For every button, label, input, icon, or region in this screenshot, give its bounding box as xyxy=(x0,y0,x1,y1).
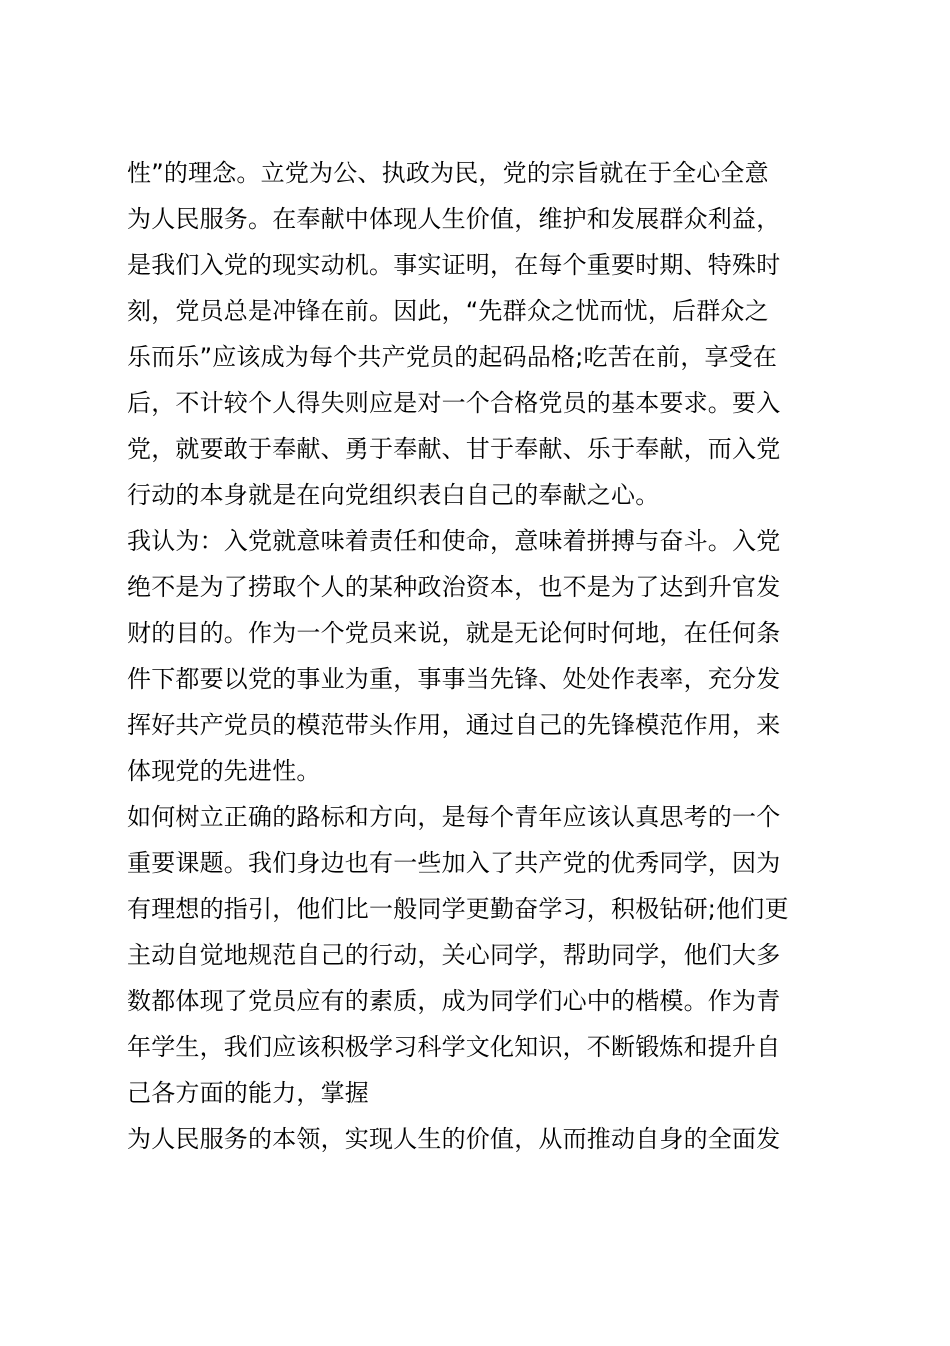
text-line: 财的目的。作为一个党员来说，就是无论何时何地，在任何条 xyxy=(127,619,781,647)
text-line: 挥好共产党员的模范带头作用，通过自己的先锋模范作用，来 xyxy=(127,711,781,739)
text-line: 乐而乐”应该成为每个共产党员的起码品格;吃苦在前，享受在 xyxy=(127,343,778,371)
text-line: 行动的本身就是在向党组织表白自己的奉献之心。 xyxy=(127,481,660,509)
text-line: 刻，党员总是冲锋在前。因此，“先群众之忧而忧，后群众之 xyxy=(127,297,769,325)
text-line: 性”的理念。立党为公、执政为民，党的宗旨就在于全心全意 xyxy=(127,159,769,187)
text-line: 我认为：入党就意味着责任和使命，意味着拼搏与奋斗。入党 xyxy=(127,527,781,555)
text-line: 己各方面的能力，掌握 xyxy=(127,1079,369,1107)
text-line: 体现党的先进性。 xyxy=(127,757,321,785)
text-line: 主动自觉地规范自己的行动，关心同学，帮助同学，他们大多 xyxy=(127,941,781,969)
text-line: 重要课题。我们身边也有一些加入了共产党的优秀同学，因为 xyxy=(127,849,781,877)
text-line: 为人民服务。在奉献中体现人生价值，维护和发展群众利益， xyxy=(127,205,781,233)
text-line: 件下都要以党的事业为重，事事当先锋、处处作表率，充分发 xyxy=(127,665,781,693)
text-line: 数都体现了党员应有的素质，成为同学们心中的楷模。作为青 xyxy=(127,987,781,1015)
text-line: 后，不计较个人得失则应是对一个合格党员的基本要求。要入 xyxy=(127,389,781,417)
text-line: 是我们入党的现实动机。事实证明，在每个重要时期、特殊时 xyxy=(127,251,781,279)
text-line: 如何树立正确的路标和方向，是每个青年应该认真思考的一个 xyxy=(127,803,781,831)
text-line: 党，就要敢于奉献、勇于奉献、甘于奉献、乐于奉献，而入党 xyxy=(127,435,781,463)
text-line: 为人民服务的本领，实现人生的价值，从而推动自身的全面发 xyxy=(127,1125,781,1153)
text-line: 有理想的指引，他们比一般同学更勤奋学习，积极钻研;他们更 xyxy=(127,895,789,923)
document-page xyxy=(127,150,827,1162)
text-line: 绝不是为了捞取个人的某种政治资本，也不是为了达到升官发 xyxy=(127,573,781,601)
text-line: 年学生，我们应该积极学习科学文化知识，不断锻炼和提升自 xyxy=(127,1033,781,1061)
